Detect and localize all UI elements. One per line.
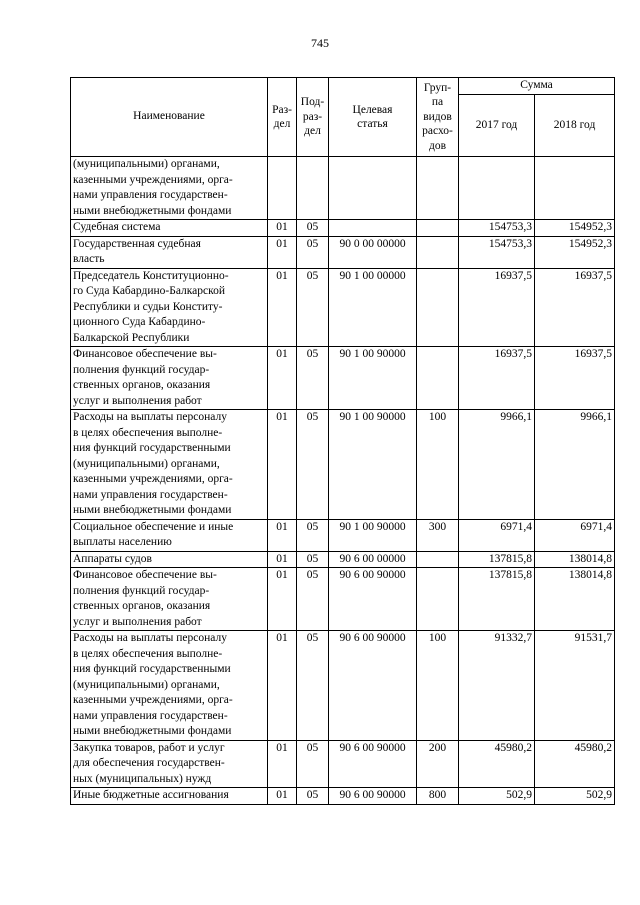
table-row	[71, 410, 615, 520]
row-tselevaya-statya: 90 6 00 90000	[329, 740, 417, 788]
row-sum-2018: 154952,3	[535, 236, 615, 268]
row-podrazdel: 05	[297, 268, 329, 347]
row-tselevaya-statya: 90 6 00 90000	[329, 568, 417, 631]
table-row	[71, 220, 615, 237]
row-podrazdel: 05	[297, 519, 329, 551]
row-sum-2018: 154952,3	[535, 220, 615, 237]
row-sum-2018: 9966,1	[535, 410, 615, 520]
header-name: Наименование	[71, 78, 268, 157]
row-tselevaya-statya: 90 6 00 90000	[329, 631, 417, 741]
table-header	[71, 78, 615, 157]
row-name: Финансовое обеспечение вы- полнения функций государ- ственных органов, оказания услуг и выполнения работ	[71, 568, 268, 631]
table-row	[71, 268, 615, 347]
row-razdel: 01	[268, 220, 297, 237]
row-tselevaya-statya: 90 1 00 90000	[329, 410, 417, 520]
row-sum-2017: 154753,3	[459, 236, 535, 268]
row-razdel: 01	[268, 740, 297, 788]
row-gruppa-vidov: 300	[417, 519, 459, 551]
row-sum-2018: 16937,5	[535, 347, 615, 410]
row-podrazdel: 05	[297, 788, 329, 805]
row-sum-2018: 45980,2	[535, 740, 615, 788]
budget-table	[70, 77, 615, 805]
row-tselevaya-statya	[329, 157, 417, 220]
table-row	[71, 631, 615, 741]
row-sum-2018: 502,9	[535, 788, 615, 805]
row-tselevaya-statya: 90 1 00 90000	[329, 519, 417, 551]
row-podrazdel: 05	[297, 568, 329, 631]
table-row	[71, 157, 615, 220]
table-row	[71, 740, 615, 788]
row-sum-2017: 16937,5	[459, 347, 535, 410]
header-tselevaya-statya: Целевая статья	[329, 78, 417, 157]
row-razdel: 01	[268, 519, 297, 551]
row-name: Судебная система	[71, 220, 268, 237]
row-tselevaya-statya: 90 6 00 90000	[329, 788, 417, 805]
row-sum-2018: 138014,8	[535, 551, 615, 568]
row-tselevaya-statya	[329, 220, 417, 237]
row-sum-2017: 45980,2	[459, 740, 535, 788]
row-razdel: 01	[268, 236, 297, 268]
row-name: (муниципальными) органами, казенными учреждениями, орга- нами управления государствен- ными внебюджетными фондами	[71, 157, 268, 220]
row-gruppa-vidov: 100	[417, 410, 459, 520]
page-number: 745	[311, 36, 329, 50]
table-row	[71, 551, 615, 568]
row-gruppa-vidov: 100	[417, 631, 459, 741]
table-row	[71, 568, 615, 631]
row-sum-2018: 138014,8	[535, 568, 615, 631]
row-gruppa-vidov	[417, 236, 459, 268]
header-razdel: Раз- дел	[268, 78, 297, 157]
row-name: Финансовое обеспечение вы- полнения функций государ- ственных органов, оказания услуг и выполнения работ	[71, 347, 268, 410]
row-podrazdel: 05	[297, 347, 329, 410]
row-tselevaya-statya: 90 1 00 90000	[329, 347, 417, 410]
row-name: Расходы на выплаты персоналу в целях обеспечения выполне- ния функций государственными (муниципальными) органами, казенными учреждениями, орга- нами управления государствен- ными внебюджетными фондами	[71, 631, 268, 741]
header-summa: Сумма	[459, 78, 615, 95]
row-podrazdel: 05	[297, 220, 329, 237]
row-razdel: 01	[268, 410, 297, 520]
table-body	[71, 157, 615, 805]
row-podrazdel: 05	[297, 410, 329, 520]
row-razdel: 01	[268, 788, 297, 805]
row-gruppa-vidov	[417, 220, 459, 237]
table-row	[71, 788, 615, 805]
row-podrazdel	[297, 157, 329, 220]
row-tselevaya-statya: 90 6 00 00000	[329, 551, 417, 568]
row-sum-2017: 154753,3	[459, 220, 535, 237]
row-gruppa-vidov	[417, 157, 459, 220]
row-sum-2018: 6971,4	[535, 519, 615, 551]
row-razdel: 01	[268, 631, 297, 741]
row-sum-2017: 91332,7	[459, 631, 535, 741]
table-row	[71, 236, 615, 268]
row-name: Социальное обеспечение и иные выплаты населению	[71, 519, 268, 551]
row-gruppa-vidov	[417, 568, 459, 631]
header-year-2017: 2017 год	[459, 95, 535, 157]
row-name: Государственная судебная власть	[71, 236, 268, 268]
row-sum-2017: 16937,5	[459, 268, 535, 347]
row-gruppa-vidov: 800	[417, 788, 459, 805]
row-name: Закупка товаров, работ и услуг для обеспечения государствен- ных (муниципальных) нужд	[71, 740, 268, 788]
row-podrazdel: 05	[297, 551, 329, 568]
header-year-2018: 2018 год	[535, 95, 615, 157]
row-sum-2017	[459, 157, 535, 220]
row-gruppa-vidov	[417, 347, 459, 410]
row-podrazdel: 05	[297, 740, 329, 788]
row-name: Аппараты судов	[71, 551, 268, 568]
row-tselevaya-statya: 90 0 00 00000	[329, 236, 417, 268]
row-podrazdel: 05	[297, 236, 329, 268]
table-row	[71, 519, 615, 551]
row-tselevaya-statya: 90 1 00 00000	[329, 268, 417, 347]
row-gruppa-vidov	[417, 268, 459, 347]
row-name: Расходы на выплаты персоналу в целях обеспечения выполне- ния функций государственными (муниципальными) органами, казенными учреждениями, орга- нами управления государствен- ными внебюджетными фондами	[71, 410, 268, 520]
row-sum-2017: 137815,8	[459, 568, 535, 631]
header-gruppa-vidov: Груп- па видов расхо- дов	[417, 78, 459, 157]
row-name: Иные бюджетные ассигнования	[71, 788, 268, 805]
row-gruppa-vidov: 200	[417, 740, 459, 788]
row-sum-2017: 502,9	[459, 788, 535, 805]
row-sum-2017: 9966,1	[459, 410, 535, 520]
row-razdel	[268, 157, 297, 220]
row-sum-2018: 91531,7	[535, 631, 615, 741]
row-gruppa-vidov	[417, 551, 459, 568]
table-row	[71, 347, 615, 410]
row-razdel: 01	[268, 268, 297, 347]
row-sum-2017: 6971,4	[459, 519, 535, 551]
row-razdel: 01	[268, 568, 297, 631]
row-razdel: 01	[268, 551, 297, 568]
row-sum-2017: 137815,8	[459, 551, 535, 568]
row-podrazdel: 05	[297, 631, 329, 741]
header-podrazdel: Под- раз- дел	[297, 78, 329, 157]
row-name: Председатель Конституционно- го Суда Кабардино-Балкарской Республики и судьи Конститу- ционного Суда Кабардино- Балкарской Республики	[71, 268, 268, 347]
row-sum-2018	[535, 157, 615, 220]
row-razdel: 01	[268, 347, 297, 410]
row-sum-2018: 16937,5	[535, 268, 615, 347]
